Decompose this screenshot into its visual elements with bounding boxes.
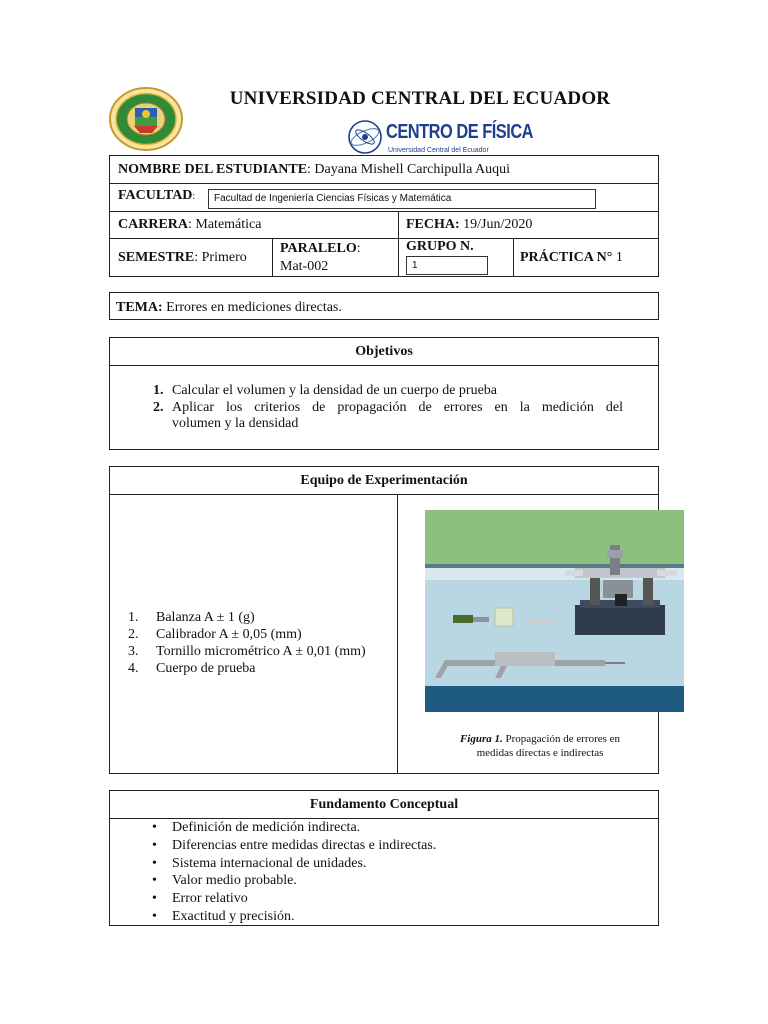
objetivo-num-2: 2. <box>153 400 164 415</box>
lab-equipment-figure <box>425 510 684 712</box>
fundamento-section <box>109 790 659 926</box>
fundamento-list <box>150 819 630 926</box>
student-name-label: NOMBRE DEL ESTUDIANTE <box>118 162 308 177</box>
objetivo-text-1: Calcular el volumen y la densidad de un cuerpo de prueba <box>172 383 497 398</box>
faculty-value: Facultad de Ingeniería Ciencias Físicas y Matemática <box>214 193 452 204</box>
equipo-num-2: 2. <box>128 627 139 642</box>
tema-value: Errores en mediciones directas. <box>162 300 342 315</box>
equipo-title: Equipo de Experimentación <box>300 473 468 488</box>
university-seal <box>108 86 184 152</box>
centro-fisica-logo <box>346 118 534 158</box>
date-value: 19/Jun/2020 <box>459 217 533 232</box>
semester-value: : Primero <box>194 250 247 265</box>
student-name-value: : Dayana Mishell Carchipulla Auqui <box>307 162 511 177</box>
atom-icon <box>346 118 384 156</box>
equipo-num-4: 4. <box>128 661 139 676</box>
objetivos-title: Objetivos <box>355 344 413 359</box>
grupo-label: GRUPO N. <box>406 239 474 254</box>
career-value: : Matemática <box>188 217 262 232</box>
equipo-text-4: Cuerpo de prueba <box>156 661 256 676</box>
objetivo-text-2a: Aplicar los criterios de propagación de errores en la medición del <box>172 400 623 415</box>
faculty-field <box>208 189 596 209</box>
equipo-num-3: 3. <box>128 644 139 659</box>
figure-caption-1: Propagación de errores en <box>502 733 621 745</box>
career-label: CARRERA <box>118 217 188 232</box>
figure-caption-2: medidas directas e indirectas <box>476 747 604 759</box>
fundamento-title: Fundamento Conceptual <box>309 797 459 812</box>
faculty-label: FACULTAD <box>118 188 193 203</box>
objetivo-text-2b: volumen y la densidad <box>172 416 299 431</box>
tema-label: TEMA: <box>116 300 163 315</box>
equipo-section <box>109 466 659 774</box>
student-info-table <box>109 155 659 277</box>
equipo-text-3: Tornillo micrométrico A ± 0,01 (mm) <box>156 644 366 659</box>
fundamento-item: • Valor medio probable. <box>150 872 630 890</box>
date-label: FECHA: <box>406 217 460 232</box>
university-title: UNIVERSIDAD CENTRAL DEL ECUADOR <box>229 88 611 109</box>
tema-box <box>109 292 659 320</box>
centro-fisica-subtitle: Universidad Central del Ecuador <box>388 147 489 154</box>
equipo-num-1: 1. <box>128 610 139 625</box>
figure-label: Figura 1. <box>459 733 503 745</box>
paralelo-value: Mat-002 <box>280 259 329 274</box>
objetivos-section <box>109 337 659 450</box>
fundamento-item: • Definición de medición indirecta. <box>150 819 630 837</box>
grupo-field <box>406 256 488 275</box>
practica-label: PRÁCTICA N° <box>520 250 613 265</box>
figure-caption-line1 <box>420 732 660 746</box>
equipo-text-1: Balanza A ± 1 (g) <box>156 610 255 625</box>
centro-fisica-name: CENTRO DE FÍSICA <box>386 121 534 143</box>
paralelo-label: PARALELO <box>280 241 357 256</box>
paralelo-colon: : <box>356 241 361 256</box>
equipo-text-2: Calibrador A ± 0,05 (mm) <box>156 627 302 642</box>
grupo-value: 1 <box>412 260 418 271</box>
practica-value: 1 <box>612 250 623 265</box>
fundamento-item: • Sistema internacional de unidades. <box>150 855 630 873</box>
objetivo-num-1: 1. <box>153 383 164 398</box>
faculty-colon: : <box>192 191 196 202</box>
fundamento-item: • Diferencias entre medidas directas e indirectas. <box>150 837 630 855</box>
fundamento-item: • Error relativo <box>150 890 630 908</box>
fundamento-item: • Exactitud y precisión. <box>150 908 630 926</box>
semester-label: SEMESTRE <box>118 250 195 265</box>
